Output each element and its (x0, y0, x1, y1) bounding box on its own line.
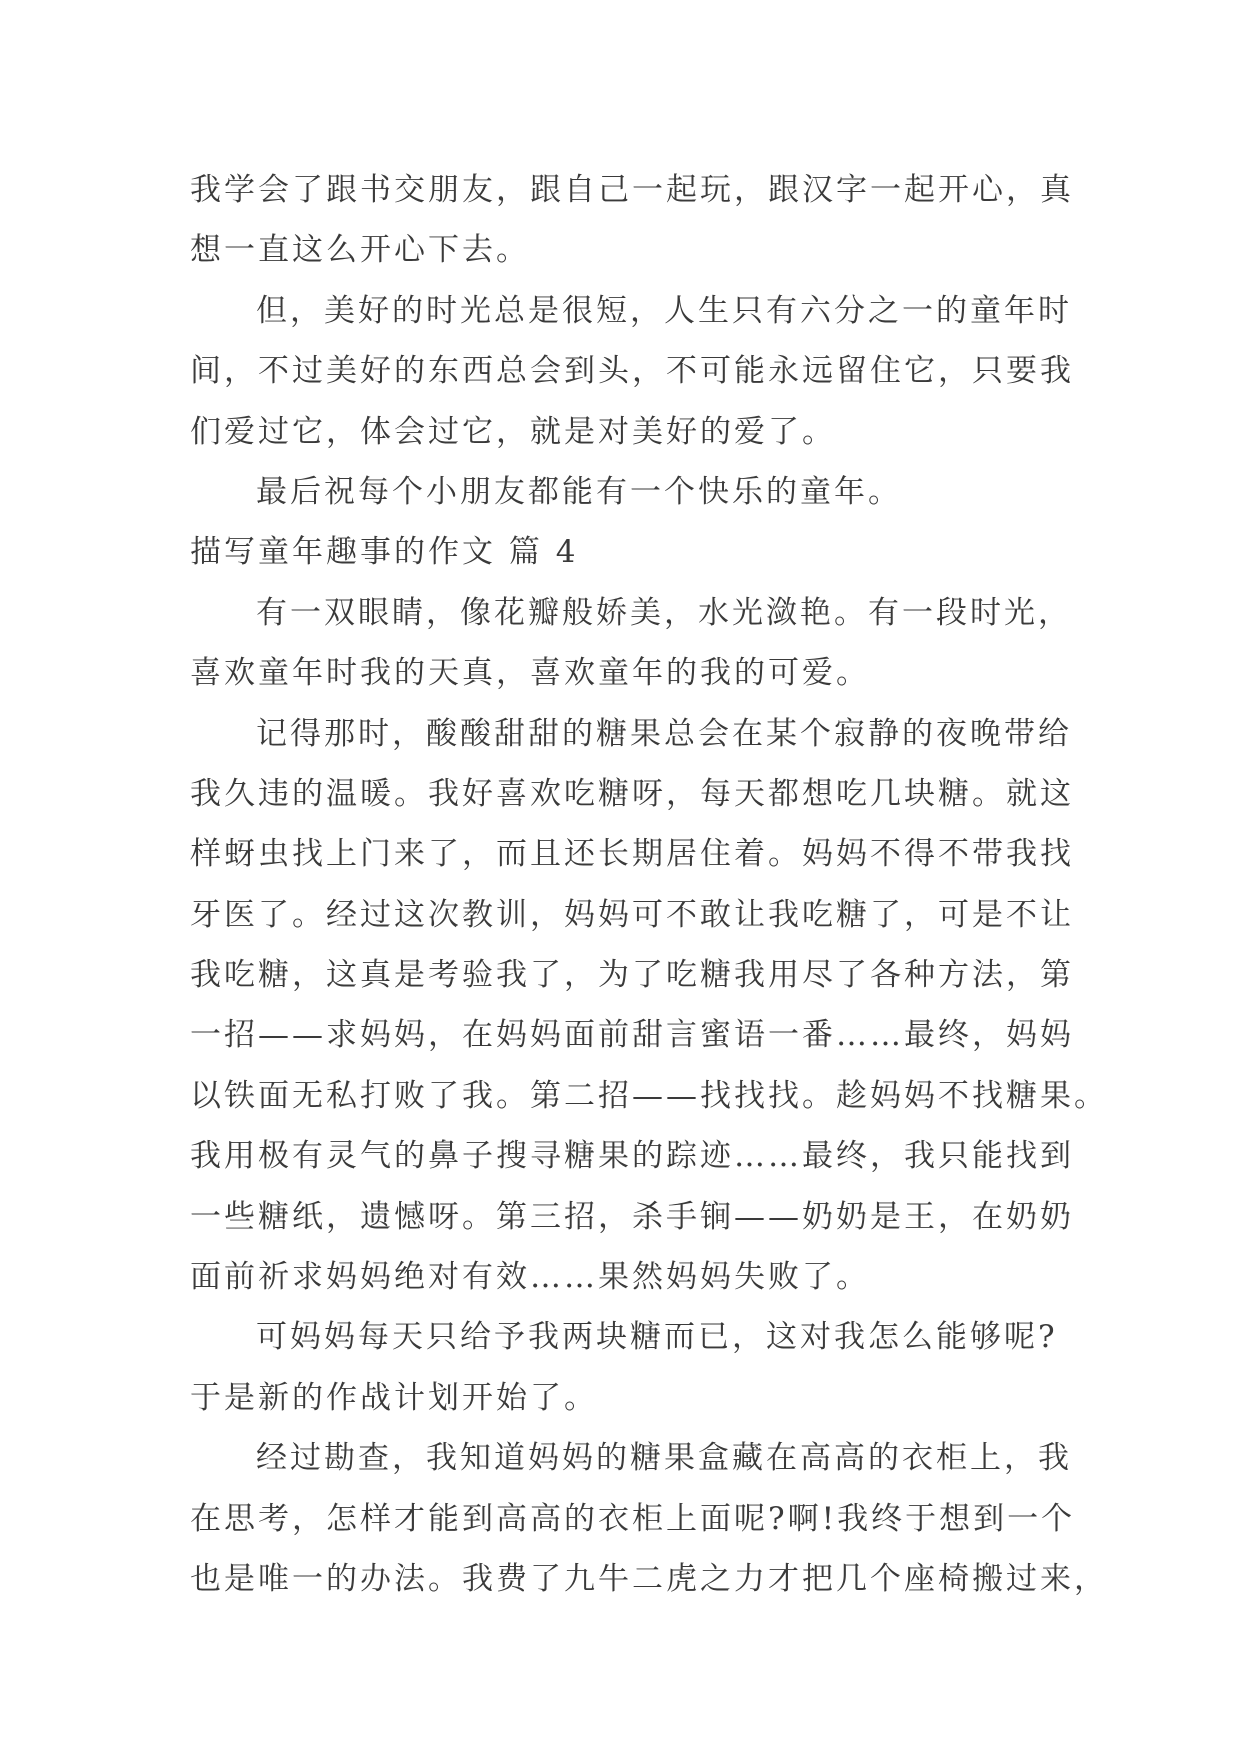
text-line: 间，不过美好的东西总会到头，不可能永远留住它，只要我 (190, 353, 1074, 390)
text-line: 喜欢童年时我的天真，喜欢童年的我的可爱。 (190, 655, 870, 692)
text-line: 但，美好的时光总是很短，人生只有六分之一的童年时 (256, 292, 1072, 329)
text-line: 样蚜虫找上门来了，而且还长期居住着。妈妈不得不带我找 (190, 836, 1074, 873)
text-line: 想一直这么开心下去。 (190, 232, 530, 269)
text-line: 最后祝每个小朋友都能有一个快乐的童年。 (256, 473, 902, 510)
text-line: 牙医了。经过这次教训，妈妈可不敢让我吃糖了，可是不让 (190, 896, 1074, 933)
document-body (190, 160, 1108, 1609)
text-line: 我久违的温暖。我好喜欢吃糖呀，每天都想吃几块糖。就这 (190, 775, 1074, 812)
text-line: 一些糖纸，遗憾呀。第三招，杀手锏——奶奶是王，在奶奶 (190, 1198, 1074, 1235)
text-line: 于是新的作战计划开始了。 (190, 1379, 598, 1416)
text-line: 面前祈求妈妈绝对有效……果然妈妈失败了。 (190, 1259, 870, 1296)
text-line: 我吃糖，这真是考验我了，为了吃糖我用尽了各种方法，第 (190, 957, 1074, 994)
text-line: 我学会了跟书交朋友，跟自己一起玩，跟汉字一起开心，真 (190, 172, 1074, 208)
text-line: 们爱过它，体会过它，就是对美好的爱了。 (190, 413, 836, 450)
text-line: 有一双眼睛，像花瓣般娇美，水光潋艳。有一段时光， (256, 594, 1072, 631)
text-line: 记得那时，酸酸甜甜的糖果总会在某个寂静的夜晚带给 (256, 715, 1072, 752)
text-line: 在思考，怎样才能到高高的衣柜上面呢?啊!我终于想到一个 (190, 1500, 1076, 1537)
text-line: 一招——求妈妈，在妈妈面前甜言蜜语一番……最终，妈妈 (190, 1017, 1074, 1054)
section-heading: 描写童年趣事的作文 篇 4 (190, 534, 579, 571)
text-line: 也是唯一的办法。我费了九牛二虎之力才把几个座椅搬过来， (190, 1560, 1108, 1597)
text-line: 我用极有灵气的鼻子搜寻糖果的踪迹……最终，我只能找到 (190, 1138, 1074, 1175)
text-line: 经过勘查，我知道妈妈的糖果盒藏在高高的衣柜上，我 (256, 1440, 1072, 1477)
text-line: 可妈妈每天只给予我两块糖而已，这对我怎么能够呢? (256, 1319, 1058, 1356)
text-line: 以铁面无私打败了我。第二招——找找找。趁妈妈不找糖果。 (190, 1077, 1108, 1114)
